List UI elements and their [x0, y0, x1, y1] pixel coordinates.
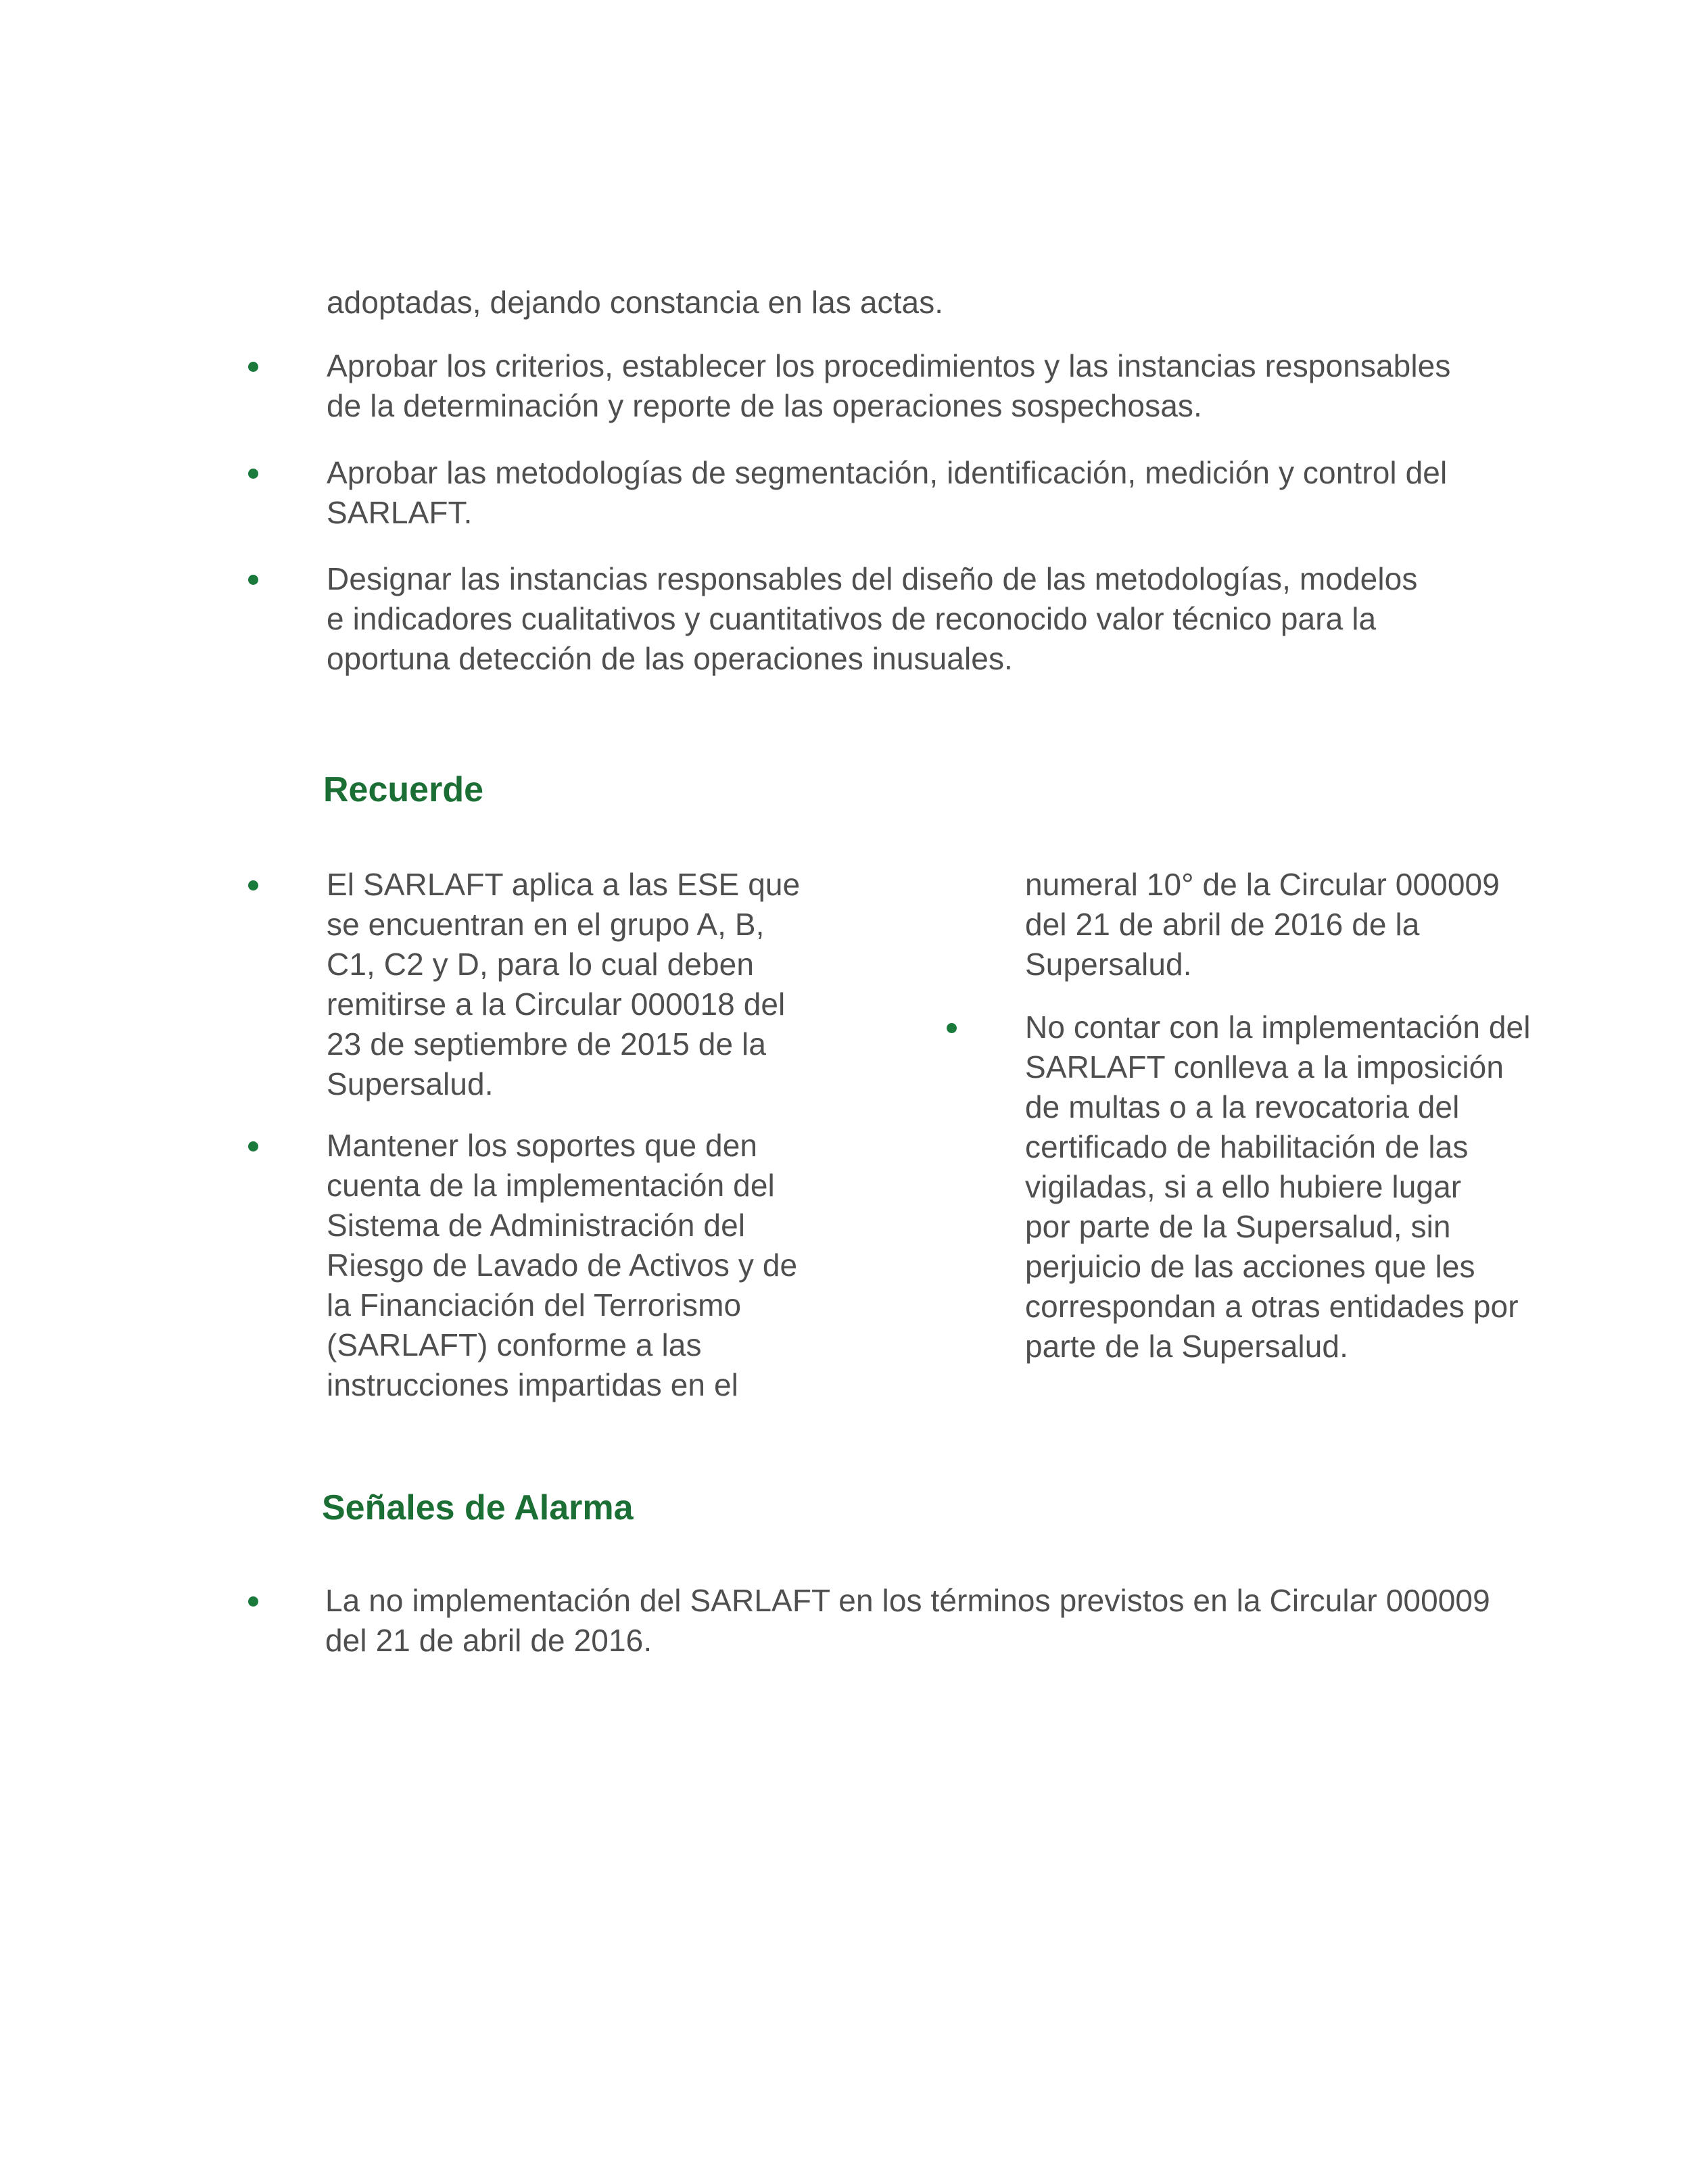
list-item: La no implementación del SARLAFT en los términos previstos en la Circular 000009 del 21 de abril de 2016. — [325, 1583, 1490, 1658]
continuation-text: numeral 10° de la Circular 000009 del 21 de abril de 2016 de la Supersalud. — [1025, 867, 1500, 982]
bullet-icon — [248, 1141, 258, 1152]
list-item: Aprobar los criterios, establecer los procedimientos y las instancias responsables de la determinación y reporte de las operaciones sospechosas. — [327, 348, 1451, 423]
list-item: El SARLAFT aplica a las ESE que se encuentran en el grupo A, B, C1, C2 y D, para lo cual deben remitirse a la Circular 000018 del 23 de septiembre de 2015 de la Supersalud. — [327, 867, 801, 1101]
bullet-icon — [248, 880, 258, 891]
bullet-icon — [248, 1596, 258, 1607]
list-item: Mantener los soportes que den cuenta de la implementación del Sistema de Administración del Riesgo de Lavado de Activos y de la Financiación del Terrorismo (SARLAFT) conforme a las instrucciones impartidas en el — [327, 1128, 798, 1402]
continuation-text: adoptadas, dejando constancia en las actas. — [327, 285, 944, 320]
bullet-icon — [947, 1023, 957, 1033]
bullet-icon — [248, 362, 258, 372]
section-title-recuerde: Recuerde — [323, 770, 483, 809]
list-item: Designar las instancias responsables del diseño de las metodologías, modelos e indicadores cualitativos y cuantitativos de reconocido valor técnico para la oportuna detección de las operaciones inusuales. — [327, 561, 1418, 676]
section-title-senales-de-alarma: Señales de Alarma — [322, 1488, 634, 1527]
bullet-icon — [248, 575, 258, 585]
bullet-icon — [248, 469, 258, 479]
list-item: No contar con la implementación del SARLAFT conlleva a la imposición de multas o a la revocatoria del certificado de habilitación de las vigiladas, si a ello hubiere lugar por parte de la Supersalud, sin perjuicio de las acciones que les correspondan a otras entidades por parte de la Supersalud. — [1025, 1010, 1531, 1364]
list-item: Aprobar las metodologías de segmentación, identificación, medición y control del SARLAFT. — [327, 455, 1448, 530]
